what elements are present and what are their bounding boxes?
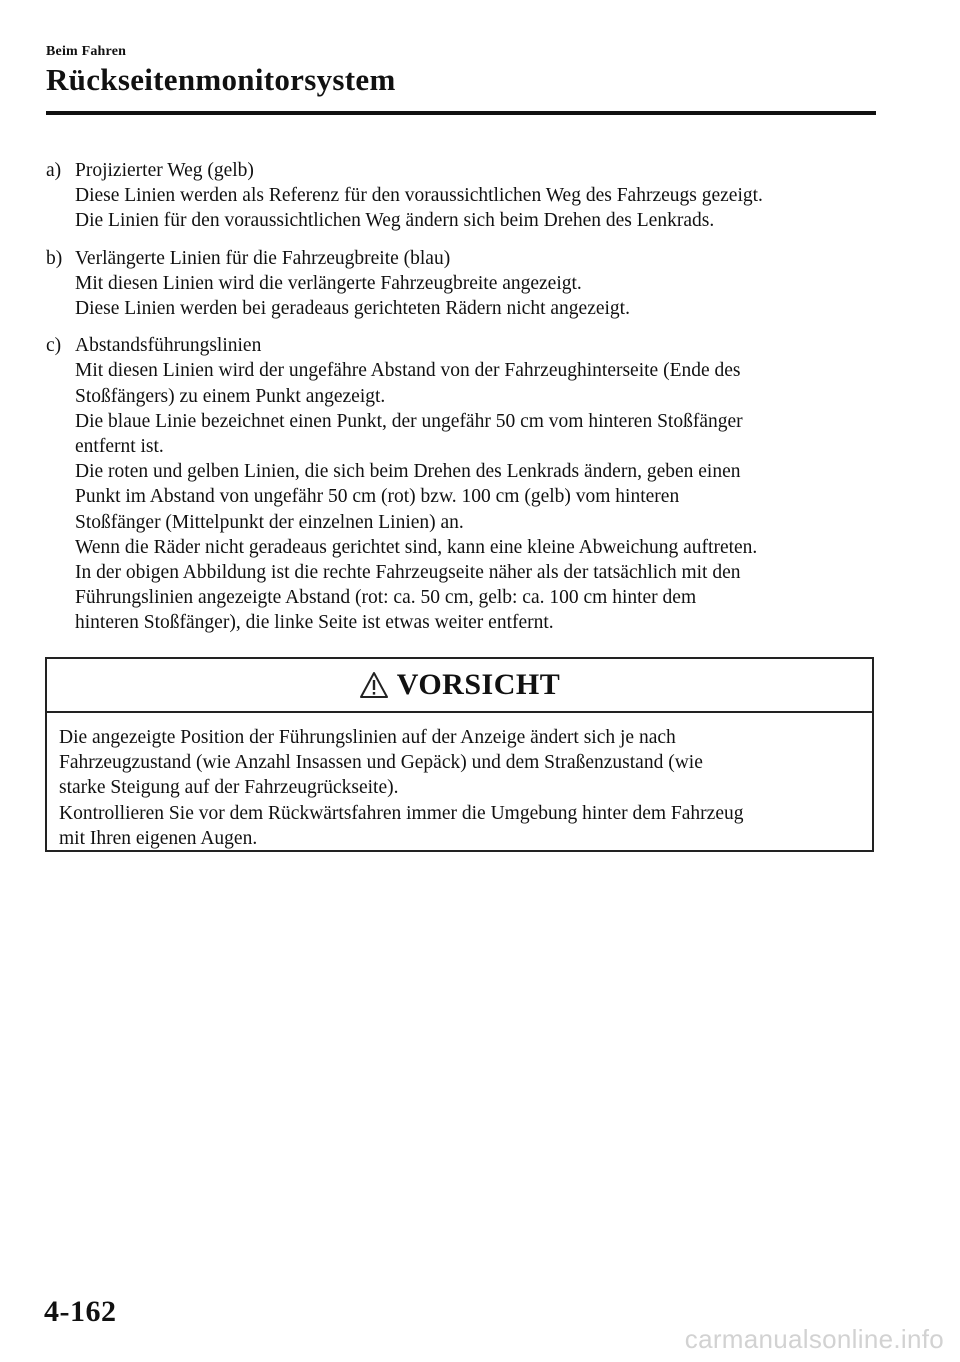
caution-line: starke Steigung auf der Fahrzeugrückseite). [59,777,399,799]
content [46,158,876,648]
item-line: Die blaue Linie bezeichnet einen Punkt, der ungefähr 50 cm vom hinteren Stoßfänger [75,410,743,432]
item-heading: Verlängerte Linien für die Fahrzeugbreite (blau) [75,247,451,269]
caution-line: mit Ihren eigenen Augen. [59,827,258,849]
item-marker: c) [46,335,62,357]
section-kicker: Beim Fahren [46,44,127,59]
item-line: Mit diesen Linien wird der ungefähre Abstand von der Fahrzeughinterseite (Ende des [75,360,741,382]
item-line: Die roten und gelben Linien, die sich beim Drehen des Lenkrads ändern, geben einen [75,461,741,483]
item-marker: b) [46,247,63,269]
item-line: Mit diesen Linien wird die verlängerte Fahrzeugbreite angezeigt. [75,272,582,294]
caution-box [45,657,874,852]
caution-line: Kontrollieren Sie vor dem Rückwärtsfahren immer die Umgebung hinter dem Fahrzeug [59,802,744,824]
caution-body [47,713,872,851]
warning-triangle-icon [359,671,389,699]
item-line: Stoßfängers) zu einem Punkt angezeigt. [75,385,386,407]
item-line: Die Linien für den voraussichtlichen Weg ändern sich beim Drehen des Lenkrads. [75,210,715,232]
watermark: carmanualsonline.info [684,1324,944,1354]
item-line: Wenn die Räder nicht geradeaus gerichtet sind, kann eine kleine Abweichung auftreten. [75,536,758,558]
item-line: Diese Linien werden bei geradeaus gerichteten Rädern nicht angezeigt. [75,298,630,320]
item-heading: Projizierter Weg (gelb) [75,160,254,181]
caution-header [47,659,872,713]
item-line: hinteren Stoßfänger), die linke Seite ist etwas weiter entfernt. [75,612,554,634]
title-rule [46,111,876,115]
list-item-c [46,333,876,635]
page-title: Rückseitenmonitorsystem [46,62,396,97]
caution-title: VORSICHT [396,668,561,701]
item-line: In der obigen Abbildung ist die rechte Fahrzeugseite näher als der tatsächlich mit den [75,562,741,584]
item-line: Diese Linien werden als Referenz für den voraussichtlichen Weg des Fahrzeugs gezeigt. [75,185,763,207]
item-heading: Abstandsführungslinien [75,335,262,357]
list-item-b [46,246,876,322]
caution-line: Die angezeigte Position der Führungslinien auf der Anzeige ändert sich je nach [59,727,676,748]
item-line: Führungslinien angezeigte Abstand (rot: ca. 50 cm, gelb: ca. 100 cm hinter dem [75,587,697,609]
item-marker: a) [46,160,62,181]
item-line: Punkt im Abstand von ungefähr 50 cm (rot) bzw. 100 cm (gelb) vom hinteren [75,486,680,508]
caution-line: Fahrzeugzustand (wie Anzahl Insassen und Gepäck) und dem Straßenzustand (wie [59,752,703,774]
item-line: Stoßfänger (Mittelpunkt der einzelnen Linien) an. [75,511,464,533]
item-line: entfernt ist. [75,436,164,458]
page-number: 4-162 [44,1295,117,1328]
list-item-a [46,158,876,234]
